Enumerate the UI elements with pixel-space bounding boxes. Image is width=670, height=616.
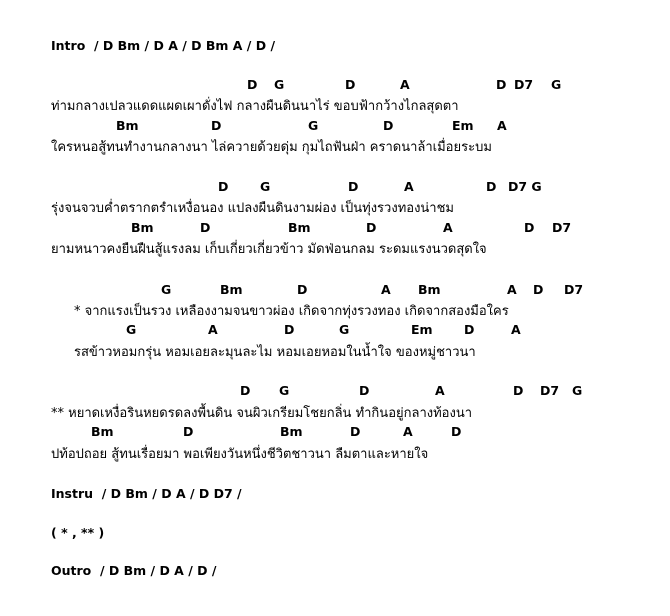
chord: D [533,282,544,297]
chord: D [524,220,535,235]
chorus-line2-lyric: รสข้าวหอมกรุ่น หอมเอยละมุนละไม หอมเอยหอมในน้ำใจ ของหมู่ชาวนา [74,345,476,360]
intro-label: Intro [51,38,86,53]
chord: G [308,118,319,133]
instru-label: Instru [51,486,94,501]
chord: D7 [540,383,560,398]
chord: A [507,282,517,297]
outro-label: Outro [51,563,92,578]
chord: Em [452,118,474,133]
chord: D7 G [508,179,542,194]
chord: Em [411,322,433,337]
chord: D7 [564,282,584,297]
chord: D7 [552,220,572,235]
verse1-line2-lyric: ใครหนอสู้ทนทำงานกลางนา ไล่ควายด้วยดุ่ม กุมไถฟันฝ่า คราดนาล้าเมื่อยระบม [51,140,492,155]
chord: Bm [418,282,441,297]
chord: G [274,77,285,92]
bridge-line1-lyric: ** หยาดเหงื่อรินหยดรดลงพื้นดิน จนผิวเกรียมโชยกลิ่น ทำกินอยู่กลางท้องนา [51,406,473,421]
chord: A [443,220,453,235]
chord: D [496,77,507,92]
chord: A [381,282,391,297]
verse2-line2-lyric: ยามหนาวคงยืนฝืนสู้แรงลม เก็บเกี่ยวเกี่ยวข้าว มัดฟ่อนกลม ระดมแรงนวดสุดใจ [51,242,487,257]
outro-progression: / D Bm / D A / D / [99,563,217,578]
chord: D [350,424,361,439]
bridge-line2-lyric: ปท้อปถอย สู้ทนเรื่อยมา พอเพียงวันหนึ่งชีวิตชาวนา ลืมตาและหายใจ [51,447,429,462]
chord: D [359,383,370,398]
chord: A [511,322,521,337]
chord: Bm [131,220,154,235]
chord: G [279,383,290,398]
chord: A [404,179,414,194]
chord: Bm [91,424,114,439]
chord: G [551,77,562,92]
chord: D [211,118,222,133]
verse1-line1-lyric: ท่ามกลางเปลวแดดแผดเผาดั่งไฟ กลางผืนดินนาไร่ ขอบฟ้ากว้างไกลสุดตา [51,99,459,114]
outro-line [51,563,216,578]
chord: G [339,322,350,337]
chord: D [451,424,462,439]
intro-line [51,38,275,53]
chord: Bm [116,118,139,133]
chord: D7 [514,77,534,92]
chorus-line1-lyric: * จากแรงเป็นรวง เหลืองงามจนขาวผ่อง เกิดจากทุ่งรวงทอง เกิดจากสองมือใคร [74,304,509,319]
chord: D [297,282,308,297]
chord: A [435,383,445,398]
chord: D [486,179,497,194]
chord: G [126,322,137,337]
chord: D [240,383,251,398]
chord: D [218,179,229,194]
verse2-line1-lyric: รุ่งจนจวบค่ำตรากตรำเหงื่อนอง แปลงผืนดินงามผ่อง เป็นทุ่งรวงทองน่าชม [51,201,454,216]
chord: D [200,220,211,235]
chord: D [383,118,394,133]
chord: A [403,424,413,439]
chord: G [161,282,172,297]
intro-progression: / D Bm / D A / D Bm A / D / [94,38,276,53]
chord: A [497,118,507,133]
chord: D [366,220,377,235]
chord: G [572,383,583,398]
chord: D [183,424,194,439]
chord: A [400,77,410,92]
chord: Bm [280,424,303,439]
chord: D [284,322,295,337]
chord: G [260,179,271,194]
chord: Bm [220,282,243,297]
chord: Bm [288,220,311,235]
chord: D [513,383,524,398]
chord: D [348,179,359,194]
repeat-note: ( * , ** ) [51,525,105,540]
instru-progression: / D Bm / D A / D D7 / [101,486,242,501]
chord: A [208,322,218,337]
chord: D [247,77,258,92]
instru-line [51,486,242,501]
chord: D [464,322,475,337]
chord: D [345,77,356,92]
